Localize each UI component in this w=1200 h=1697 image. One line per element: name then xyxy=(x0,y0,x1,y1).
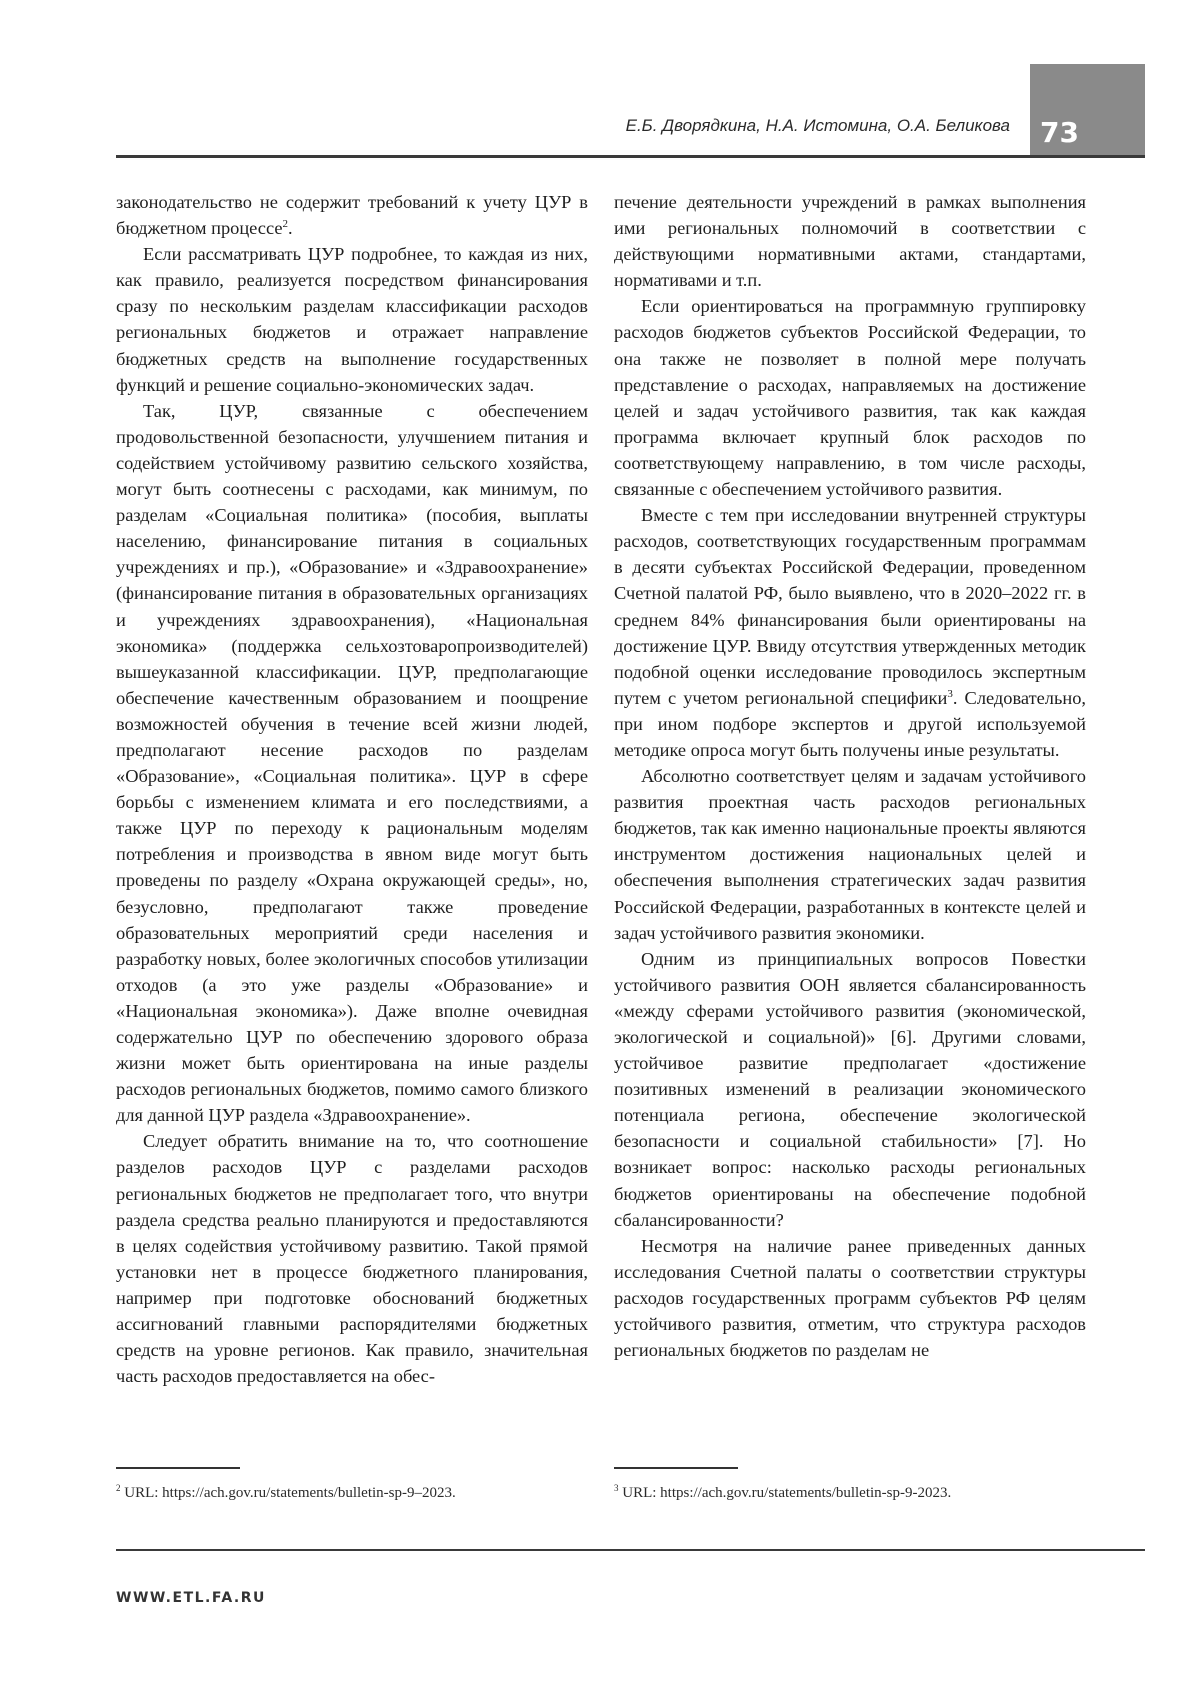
paragraph: печение деятельности учреждений в рамках выполнения ими региональных полномочий в соответствии с действующими нормативными актами, стандартами, нормативами и т.п. xyxy=(614,192,1086,291)
paragraph: Несмотря на наличие ранее приведенных данных исследования Счетной палаты о соответствии структуры расходов государственных программ субъектов РФ целям устойчивого развития, отметим, что структура расходов региональных бюджетов по разделам не xyxy=(614,1235,1086,1361)
paragraph: законодательство не содержит требований к учету ЦУР в бюджетном процессе$^2$. xyxy=(116,192,588,239)
running-header-authors: Е.Б. Дворядкина, Н.А. Истомина, О.А. Беликова xyxy=(625,116,1010,135)
left-column xyxy=(116,189,588,1389)
footnote-ref-3: 3 xyxy=(947,687,953,700)
footnote-rule-left xyxy=(116,1467,240,1469)
paragraph: Следует обратить внимание на то, что соотношение разделов расходов ЦУР с разделами расходов региональных бюджетов не предполагает того, что внутри раздела средства реально планируются и предоставляются в целях содействия устойчивому развитию. Такой прямой установки нет в процессе бюджетного планирования, например при подготовке обоснований бюджетных ассигнований главными распорядителями бюджетных средств на уровне регионов. Как правило, значительная часть расходов предоставляется на обес- xyxy=(116,1131,588,1387)
paragraph: Вместе с тем при исследовании внутренней структуры расходов, соответствующих государственным программам в десяти субъектах Российской Федерации, проведенном Счетной палатой РФ, было выявлено, что в 2020–2022 гг. в среднем 84% финансирования были ориентированы на достижение ЦУР. Ввиду отсутствия утвержденных методик подобной оценки исследование проводилось экспертным путем с учетом региональной специфики$^3$. Следовательно, при ином подборе экспертов и другой используемой методике опроса могут быть получены иные результаты. xyxy=(614,505,1087,760)
footnote-3: $^3$ URL: https://ach.gov.ru/statements/bulletin-sp-9-2023. xyxy=(614,1483,952,1501)
header-rule xyxy=(116,155,1145,158)
footnote-rule-right xyxy=(614,1467,738,1469)
paragraph: Так, ЦУР, связанные с обеспечением продовольственной безопасности, улучшением питания и содействием устойчивому развитию сельского хозяйства, могут быть соотнесены с расходами, как минимум, по разделам «Социальная политика» (пособия, выплаты населению, финансирование питания в социальных учреждениях и пр.), «Образование» и «Здравоохранение» (финансирование питания в образовательных организациях и учреждениях здравоохранения), «Национальная экономика» (поддержка сельхозтоваропроизводителей) вышеуказанной классификации. ЦУР, предполагающие обеспечение качественным образованием и поощрение возможностей обучения в течение всей жизни людей, предполагают несение расходов по разделам «Образование», «Социальная политика». ЦУР в сфере борьбы с изменением климата и его последствиями, а также ЦУР по переходу к рациональным моделям потребления и производства в явном виде могут быть проведены по разделу «Охрана окружающей среды», но, безусловно, предполагают также проведение образовательных мероприятий среди населения и разработку новых, более экологичных способов утилизации отходов (а это уже разделы «Образование» и «Национальная экономика»). Даже вполне очевидная содержательно ЦУР по обеспечению здорового образа жизни может быть ориентирована на иные разделы расходов региональных бюджетов, помимо самого близкого для данной ЦУР раздела «Здравоохранение». xyxy=(116,400,588,1126)
footnote-ref-2: 2 xyxy=(282,217,289,230)
footer-rule xyxy=(116,1549,1145,1551)
page-number: 73 xyxy=(1040,116,1079,149)
paragraph: Абсолютно соответствует целям и задачам устойчивого развития проектная часть расходов региональных бюджетов, так как именно национальные проекты являются инструментом достижения национальных целей и обеспечения выполнения стратегических задач развития Российской Федерации, разработанных в контексте целей и задач устойчивого развития экономики. xyxy=(614,766,1086,943)
right-column xyxy=(614,189,1086,1363)
footer-url: WWW.ETL.FA.RU xyxy=(116,1590,266,1606)
paragraph: Если ориентироваться на программную группировку расходов бюджетов субъектов Российской Федерации, то она также не позволяет в полной мере получать представление о расходах, направляемых на достижение целей и задач устойчивого развития, так как каждая программа включает крупный блок расходов по соответствующему направлению, в том числе расходы, связанные с обеспечением устойчивого развития. xyxy=(614,296,1086,500)
paragraph: Одним из принципиальных вопросов Повестки устойчивого развития ООН является сбалансированность «между сферами устойчивого развития (экономической, экологической и социальной)» [6]. Другими словами, устойчивое развитие предполагает «достижение позитивных изменений в реализации экономического потенциала региона, обеспечение экологической безопасности и социальной стабильности» [7]. Но возникает вопрос: насколько расходы региональных бюджетов ориентированы на обеспечение подобной сбалансированности? xyxy=(614,948,1086,1230)
paragraph: Если рассматривать ЦУР подробнее, то каждая из них, как правило, реализуется посредством финансирования сразу по нескольким разделам классификации расходов региональных бюджетов и отражает направление бюджетных средств на выполнение государственных функций и решение социально-экономических задач. xyxy=(116,244,588,395)
footnote-2: $^2$ URL: https://ach.gov.ru/statements/bulletin-sp-9–2023. xyxy=(116,1483,456,1501)
